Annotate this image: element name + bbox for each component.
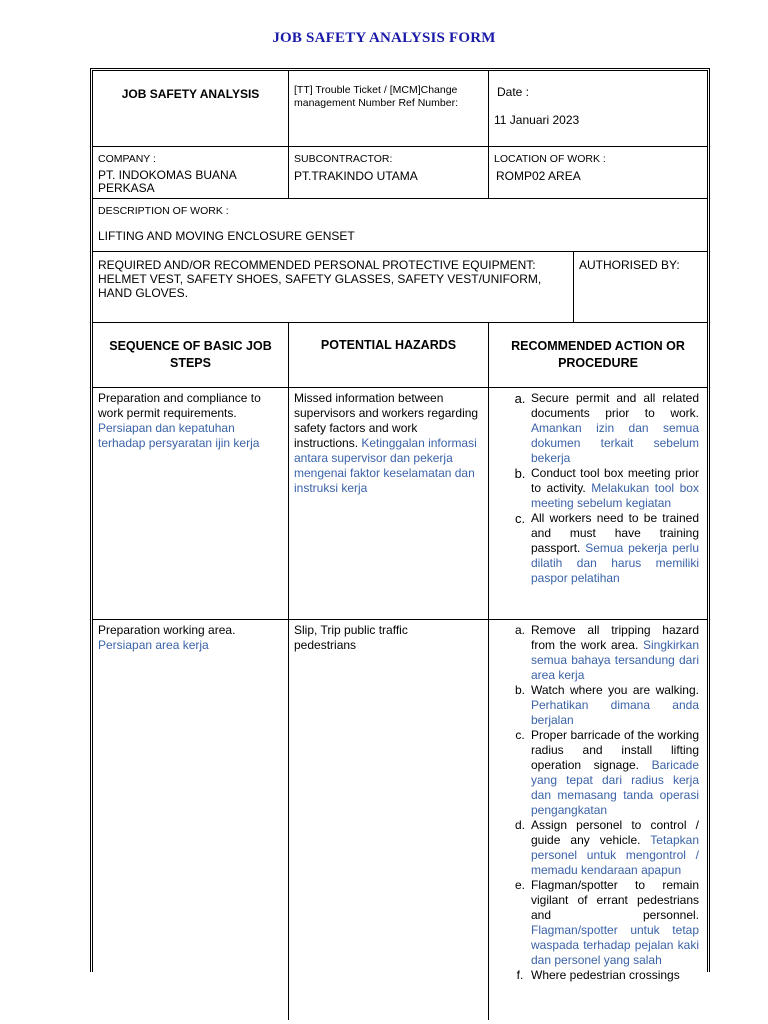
list-item (509, 968, 699, 983)
list-marker: a. (514, 623, 525, 637)
list-marker: b. (514, 683, 525, 697)
authorised-label: AUTHORISED BY: (579, 258, 680, 272)
actions-header-text: RECOMMENDED ACTION OR PROCEDURE (511, 339, 685, 370)
steps-header (93, 323, 288, 387)
step-text-id: Persiapan dan kepatuhan terhadap persyaratan ijin kerja (98, 421, 260, 450)
step-text: Preparation working area. (98, 623, 236, 637)
description-row (93, 199, 707, 252)
list-marker: a. (514, 391, 526, 406)
action-cell (488, 620, 707, 1020)
action-text-id: Semua pekerja perlu dilatih dan harus memiliki paspor pelatihan (531, 541, 699, 585)
date-label: Date : (497, 85, 530, 99)
jsa-label-cell (93, 71, 288, 146)
description-cell (93, 199, 707, 251)
location-value: ROMP02 AREA (496, 169, 581, 183)
location-label: LOCATION OF WORK : (494, 153, 606, 165)
action-text: All workers need to be trained and must have training passport. (531, 511, 699, 555)
action-text-id: Baricade yang tepat dari radius kerja dan memasang tanda operasi pengangkatan (531, 758, 699, 817)
subcontractor-value: PT.TRAKINDO UTAMA (294, 169, 418, 183)
subcontractor-cell (288, 147, 488, 198)
list-item (509, 623, 699, 683)
steps-header-text: SEQUENCE OF BASIC JOB STEPS (109, 339, 272, 370)
hazards-header (288, 323, 488, 387)
list-item (509, 683, 699, 728)
table-row (93, 388, 707, 620)
company-value: PT. INDOKOMAS BUANA PERKASA (98, 168, 237, 195)
action-text-id: Amankan izin dan semua dokumen terkait sebelum bekerja (531, 421, 699, 465)
list-marker: e. (514, 878, 525, 892)
step-cell (93, 620, 288, 1020)
list-marker: c. (515, 728, 525, 742)
list-item (509, 391, 699, 466)
hazard-text: Slip, Trip public traffic pedestrians (294, 623, 408, 652)
action-text: Remove all tripping hazard from the work area. (531, 623, 699, 652)
step-text-id: Persiapan area kerja (98, 638, 209, 652)
action-text: Assign personel to control / guide any vehicle. (531, 818, 699, 847)
action-text-id: Flagman/spotter untuk tetap waspada terhadap pejalan kaki dan personel yang salah (531, 923, 699, 967)
list-item (509, 511, 699, 586)
list-marker: c. (514, 511, 526, 526)
company-cell (93, 147, 288, 198)
ticket-cell (288, 71, 488, 146)
list-marker: d. (514, 818, 525, 832)
form-title: JOB SAFETY ANALYSIS FORM (272, 30, 496, 46)
list-marker: b. (514, 466, 526, 481)
subcontractor-label: SUBCONTRACTOR: (294, 153, 393, 165)
description-label: DESCRIPTION OF WORK : (98, 205, 229, 217)
list-item (509, 728, 699, 818)
action-cell (488, 388, 707, 619)
action-text-id: Singkirkan semua bahaya tersandung dari area kerja (531, 638, 699, 682)
company-row (93, 147, 707, 199)
list-item (509, 878, 699, 968)
action-text: Flagman/spotter to remain vigilant of errant pedestrians and personnel. (531, 878, 699, 922)
hazards-header-text: POTENTIAL HAZARDS (320, 338, 457, 352)
list-item (509, 818, 699, 878)
date-value: 11 Januari 2023 (494, 113, 580, 127)
action-text: Where pedestrian crossings (531, 968, 680, 982)
action-text: Conduct tool box meeting prior to activity. (531, 466, 699, 495)
action-text: Proper barricade of the working radius and install lifting operation signage. (531, 728, 699, 772)
hazard-cell (288, 388, 488, 619)
table-row (93, 620, 707, 1020)
description-value: LIFTING AND MOVING ENCLOSURE GENSET (98, 229, 355, 243)
header-row (93, 71, 707, 147)
company-label: COMPANY : (98, 153, 156, 165)
authorised-cell (573, 252, 707, 322)
step-text: Preparation and compliance to work permit requirements. (98, 391, 261, 420)
list-item (509, 466, 699, 511)
hazard-text: Missed information between supervisors and workers regarding safety factors and work instructions. (294, 391, 479, 450)
action-text: Watch where you are walking. (531, 683, 699, 697)
column-header-row (93, 323, 707, 388)
step-cell (93, 388, 288, 619)
date-cell (488, 71, 707, 146)
jsa-form-table (90, 68, 710, 982)
location-cell (488, 147, 707, 198)
action-text-id: Melakukan tool box meeting sebelum kegiatan (531, 481, 699, 510)
hazard-cell (288, 620, 488, 1020)
actions-header (488, 323, 707, 387)
ppe-cell (93, 252, 573, 322)
action-text-id: Perhatikan dimana anda berjalan (531, 698, 699, 727)
ticket-label: [TT] Trouble Ticket / [MCM]Change management Number Ref Number: (294, 84, 458, 109)
ppe-row (93, 252, 707, 323)
jsa-label: JOB SAFETY ANALYSIS (121, 87, 260, 101)
hazard-text-id: Ketinggalan informasi antara supervisor dan pekerja mengenai faktor keselamatan dan instruksi kerja (294, 436, 477, 495)
list-marker: f. (516, 968, 524, 982)
action-text: Secure permit and all related documents prior to work. (531, 391, 699, 420)
ppe-text: REQUIRED AND/OR RECOMMENDED PERSONAL PROTECTIVE EQUIPMENT: HELMET VEST, SAFETY SHOES, SAFETY GLASSES, SAFETY VEST/UNIFORM, HAND GLOVES. (98, 258, 542, 300)
action-text-id: Tetapkan personel untuk mengontrol / memadu kendaraan apapun (531, 833, 699, 877)
